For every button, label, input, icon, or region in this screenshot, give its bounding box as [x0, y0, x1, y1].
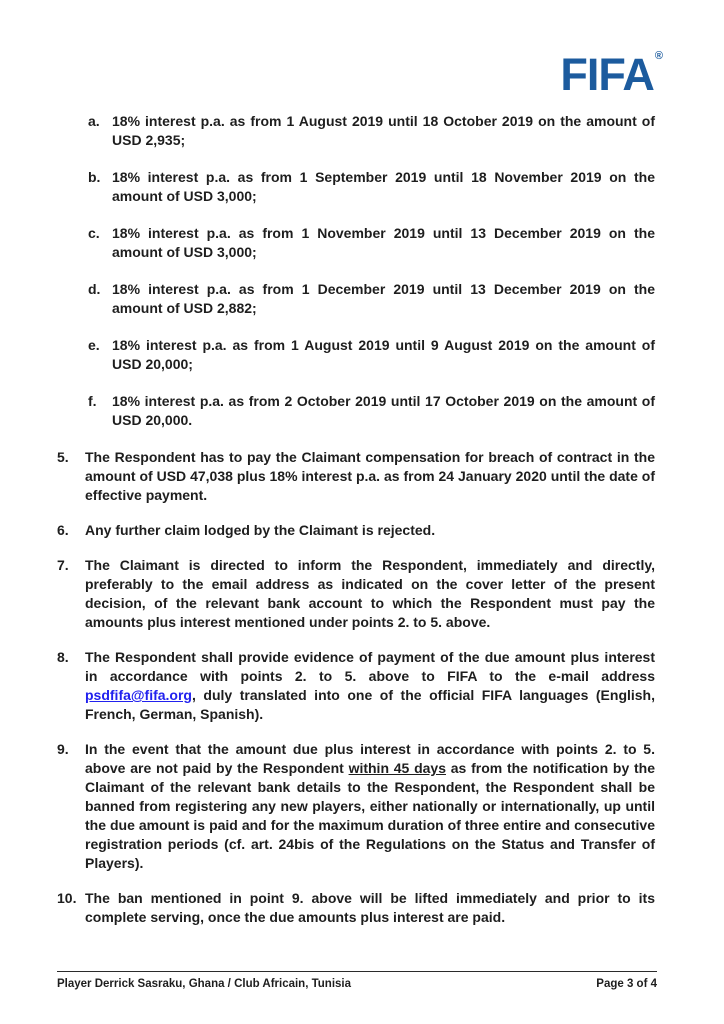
list-item-e — [88, 336, 655, 374]
fifa-logo — [560, 49, 663, 100]
list-marker: a. — [88, 113, 100, 129]
fifa-logo-text: FIFA — [560, 49, 654, 100]
list-marker: 5. — [57, 449, 69, 465]
list-item-text: 18% interest p.a. as from 2 October 2019 until 17 October 2019 on the amount of USD 20,000. — [112, 393, 655, 428]
decision-text — [57, 112, 655, 943]
list-item-text: The ban mentioned in point 9. above will be lifted immediately and prior to its complete serving, once the due amounts plus interest are paid. — [85, 890, 655, 925]
list-marker: d. — [88, 281, 101, 297]
list-item-text: 18% interest p.a. as from 1 November 2019 until 13 December 2019 on the amount of USD 3,000; — [112, 225, 655, 260]
page-footer — [57, 971, 657, 991]
list-item-10 — [57, 889, 655, 927]
interest-sub-list — [57, 112, 655, 430]
list-item-a — [88, 112, 655, 150]
list-marker: 10. — [57, 890, 77, 906]
list-item-7 — [57, 556, 655, 632]
list-marker: 6. — [57, 522, 69, 538]
psdfifa-email-link[interactable]: psdfifa@fifa.org — [85, 687, 192, 703]
list-item-c — [88, 224, 655, 262]
list-marker: f. — [88, 393, 97, 409]
list-marker: b. — [88, 169, 101, 185]
list-item-text: 18% interest p.a. as from 1 September 2019 until 18 November 2019 on the amount of USD 3,000; — [112, 169, 655, 204]
list-item-8 — [57, 648, 655, 724]
list-item-text-before-emphasis: In the event that the amount due plus interest in accordance with points 2. to 5. above are not paid by the Respondent — [85, 741, 655, 776]
list-item-text: The Respondent has to pay the Claimant compensation for breach of contract in the amount of USD 47,038 plus 18% interest p.a. as from 24 January 2020 until the date of effective payment. — [85, 449, 655, 503]
list-item-text-after-link: , duly translated into one of the official FIFA languages (English, French, German, Spanish). — [85, 687, 655, 722]
footer-page-number: Page 3 of 4 — [596, 978, 657, 990]
list-item-text: 18% interest p.a. as from 1 December 2019 until 13 December 2019 on the amount of USD 2,882; — [112, 281, 655, 316]
list-item-text-after-emphasis: as from the notification by the Claimant of the relevant bank details to the Respondent, the Respondent shall be banned from registering any new players, either nationally or internationally, up until the due amount is paid and for the maximum duration of three entire and consecutive registration periods (cf. art. 24bis of the Regulations on the Status and Transfer of Players). — [85, 760, 655, 871]
registered-trademark-mark: ® — [654, 50, 663, 62]
list-item-text: The Claimant is directed to inform the Respondent, immediately and directly, preferably to the email address as indicated on the cover letter of the present decision, of the relevant bank account to which the Respondent must pay the amounts plus interest mentioned under points 2. to 5. above. — [85, 557, 655, 630]
list-item-d — [88, 280, 655, 318]
list-marker: 7. — [57, 557, 69, 573]
list-item-5 — [57, 448, 655, 505]
footer-case-reference: Player Derrick Sasraku, Ghana / Club Africain, Tunisia — [57, 978, 351, 990]
list-marker: c. — [88, 225, 100, 241]
list-item-text: 18% interest p.a. as from 1 August 2019 until 9 August 2019 on the amount of USD 20,000; — [112, 337, 655, 372]
list-item-text-before-link: The Respondent shall provide evidence of payment of the due amount plus interest in accordance with points 2. to 5. above to FIFA to the e-mail address — [85, 649, 655, 684]
list-marker: e. — [88, 337, 100, 353]
list-marker: 9. — [57, 741, 69, 757]
list-item-9 — [57, 740, 655, 873]
list-item-6 — [57, 521, 655, 540]
list-item-f — [88, 392, 655, 430]
list-item-text: Any further claim lodged by the Claimant is rejected. — [85, 522, 436, 538]
list-item-b — [88, 168, 655, 206]
list-marker: 8. — [57, 649, 69, 665]
within-45-days-emphasis: within 45 days — [348, 760, 446, 776]
decision-numbered-list — [57, 448, 655, 927]
list-item-text: 18% interest p.a. as from 1 August 2019 until 18 October 2019 on the amount of USD 2,935; — [112, 113, 655, 148]
